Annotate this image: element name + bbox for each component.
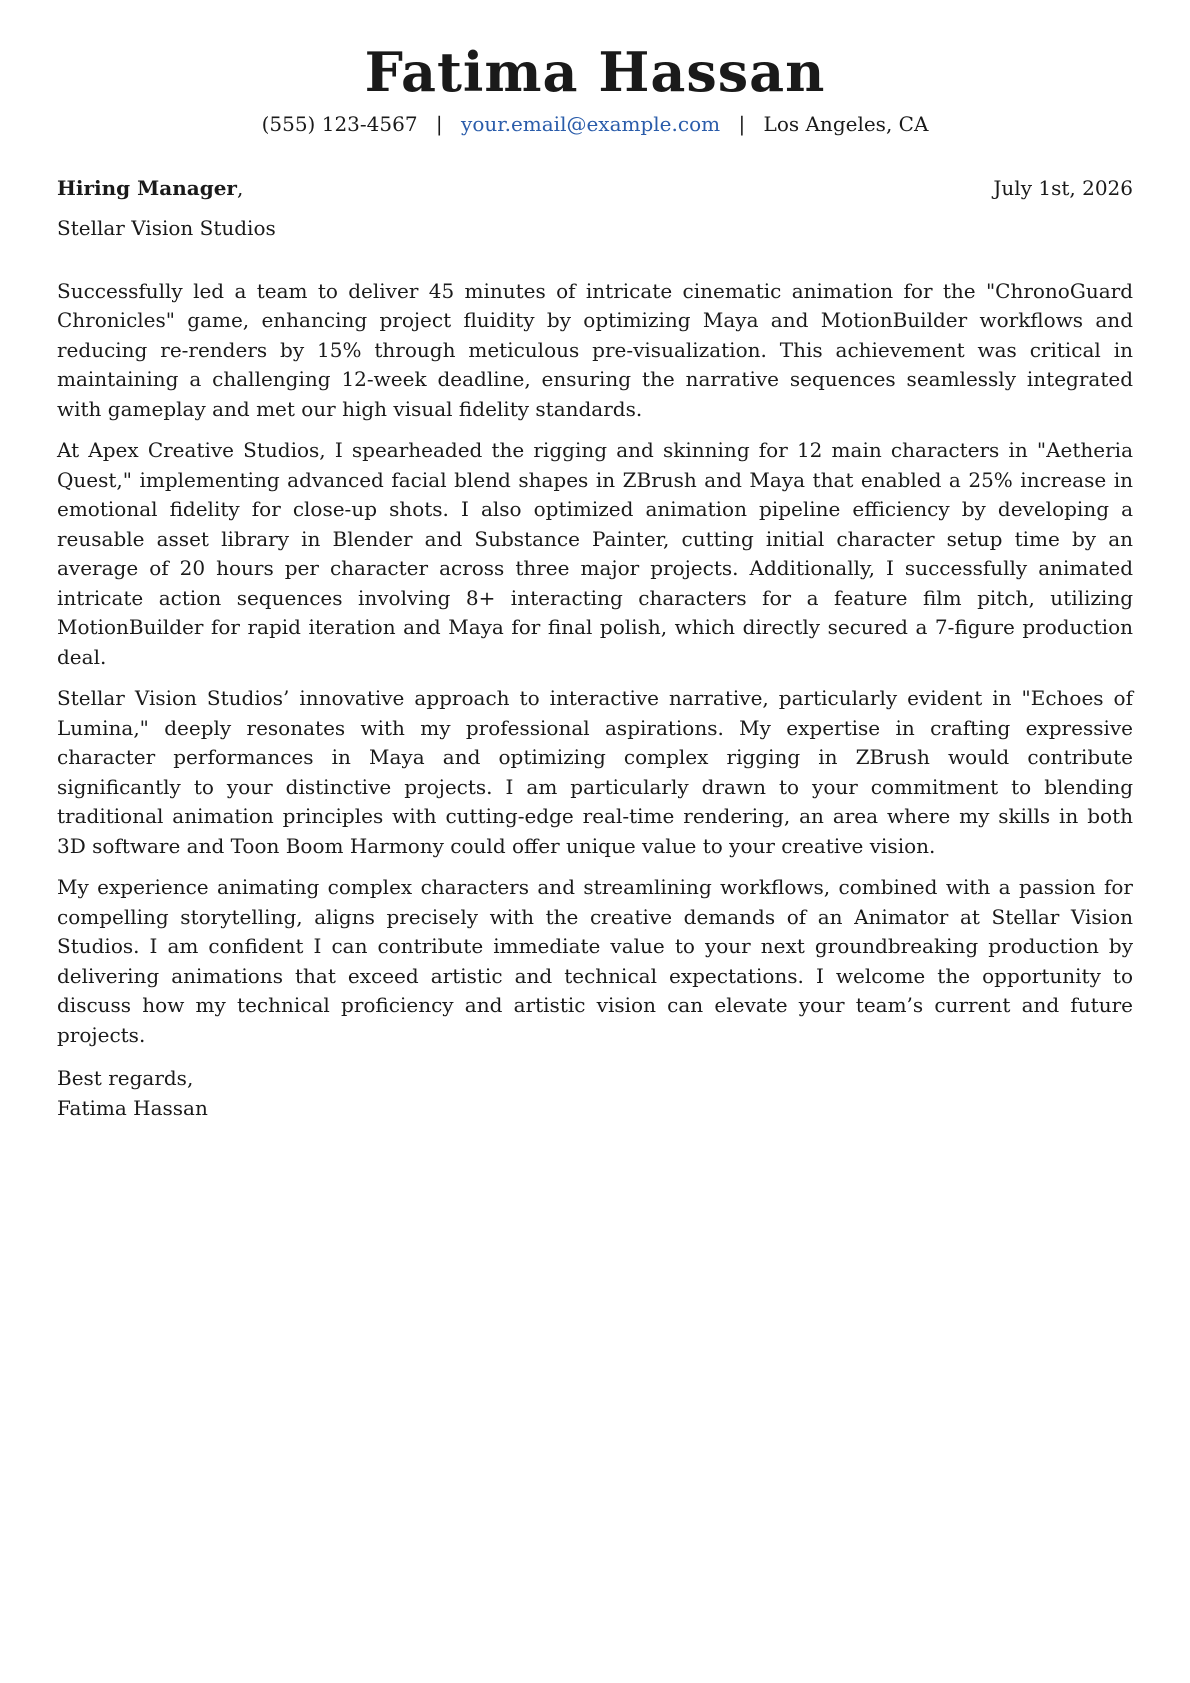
body-paragraph: Stellar Vision Studios’ innovative approach to interactive narrative, particularly evident in "Echoes of Lumina," deeply resonates with my professional aspirations. My expertise in crafting expressive character performances in Maya and optimizing complex rigging in ZBrush would contribute significantly to your distinctive projects. I am particularly drawn to your commitment to blending traditional animation principles with cutting-edge real-time rendering, an area where my skills in both 3D software and Toon Boom Harmony could offer unique value to your creative vision.: [57, 686, 1133, 858]
letter-closing: [57, 1064, 1133, 1123]
salutation-name: Hiring Manager: [57, 175, 237, 200]
body-paragraph: At Apex Creative Studios, I spearheaded the rigging and skinning for 12 main characters in "Aetheria Quest," implementing advanced facial blend shapes in ZBrush and Maya that enabled a 25% increase in emotional fidelity for close-up shots. I also optimized animation pipeline efficiency by developing a reusable asset library in Blender and Substance Painter, cutting initial character setup time by an average of 20 hours per character across three major projects. Additionally, I successfully animated intricate action sequences involving 8+ interacting characters for a feature film pitch, utilizing MotionBuilder for rapid iteration and Maya for final polish, which directly secured a 7-figure production deal.: [57, 438, 1133, 669]
contact-line: [57, 111, 1133, 137]
location: Los Angeles, CA: [763, 111, 929, 136]
recipient-row: [57, 175, 1133, 201]
salutation: [57, 175, 243, 201]
salutation-comma: ,: [236, 175, 244, 200]
letter-header: [57, 40, 1133, 137]
signature: Fatima Hassan: [57, 1095, 208, 1120]
phone-number: (555) 123-4567: [261, 111, 418, 136]
signoff: Best regards,: [57, 1066, 194, 1091]
body-paragraph: My experience animating complex characters and streamlining workflows, combined with a passion for compelling storytelling, aligns precisely with the creative demands of an Animator at Stellar Vision Studios. I am confident I can contribute immediate value to your next groundbreaking production by delivering animations that exceed artistic and technical expectations. I welcome the opportunity to discuss how my technical proficiency and artistic vision can elevate your team’s current and future projects.: [57, 875, 1133, 1047]
applicant-name: Fatima Hassan: [364, 40, 826, 104]
letter-body: [57, 277, 1133, 1051]
contact-separator: |: [435, 111, 443, 136]
recipient-company: Stellar Vision Studios: [57, 215, 276, 240]
email-link[interactable]: your.email@example.com: [461, 111, 721, 136]
contact-separator: |: [738, 111, 746, 136]
letter-date: July 1st, 2026: [993, 175, 1133, 200]
body-paragraph: Successfully led a team to deliver 45 minutes of intricate cinematic animation for the "ChronoGuard Chronicles" game, enhancing project fluidity by optimizing Maya and MotionBuilder workflows and reducing re-renders by 15% through meticulous pre-visualization. This achievement was critical in maintaining a challenging 12-week deadline, ensuring the narrative sequences seamlessly integrated with gameplay and met our high visual fidelity standards.: [57, 278, 1133, 421]
